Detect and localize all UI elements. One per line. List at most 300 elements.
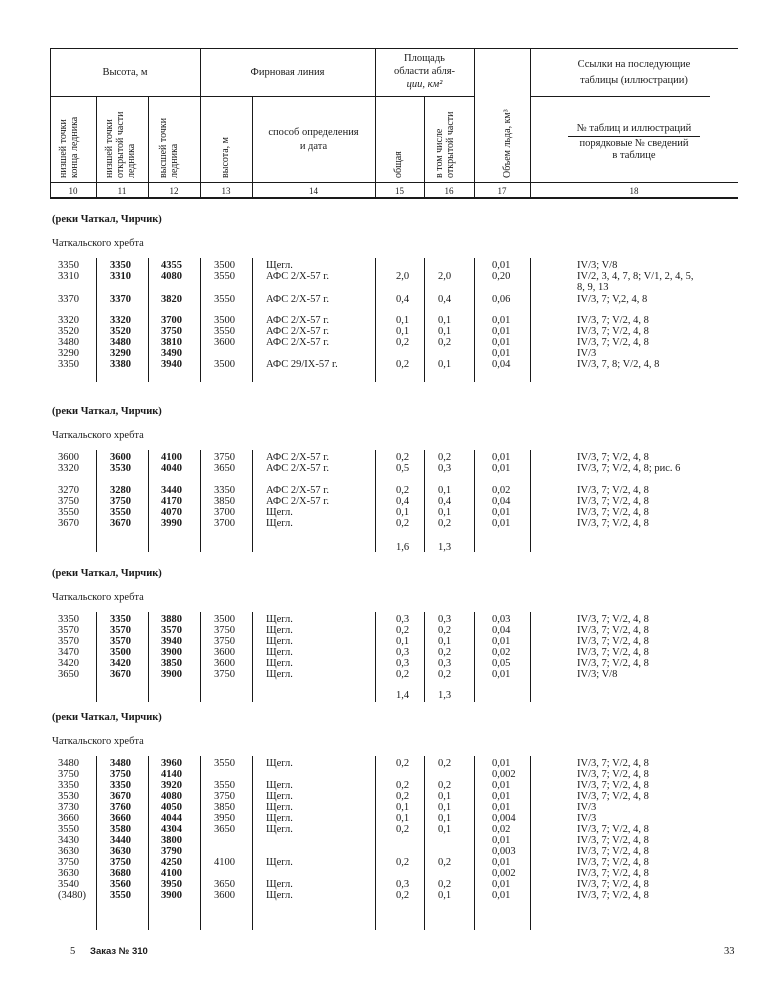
table-cell: IV/3, 7; V/2, 4, 8; рис. 6 <box>577 463 681 474</box>
section-subtitle: Чаткальского хребта <box>52 592 144 603</box>
table-cell: 0,2 <box>396 758 410 769</box>
table-cell: 0,1 <box>438 326 452 337</box>
table-row <box>50 857 740 868</box>
refs-group-label-1: Ссылки на последующие <box>577 59 691 70</box>
table-cell: 0,1 <box>438 636 452 647</box>
table-cell: 0,1 <box>396 636 410 647</box>
table-cell: IV/3, 7; V/2, 4, 8 <box>577 868 649 879</box>
col10-label: низшей точки конца ледника <box>58 116 80 178</box>
table-cell: IV/3, 7; V/2, 4, 8 <box>577 315 649 326</box>
page-number: 33 <box>724 946 735 957</box>
table-cell: 0,01 <box>492 758 511 769</box>
table-cell: АФС 2/X-57 г. <box>266 271 329 282</box>
header-top-rule <box>50 48 738 49</box>
table-cell: 3600 <box>214 890 235 901</box>
table-cell: 3900 <box>161 647 182 658</box>
table-row <box>50 294 740 305</box>
table-cell: 3700 <box>214 518 235 529</box>
refs-sub-label-3: в таблице <box>612 150 656 161</box>
table-header <box>50 48 738 198</box>
table-cell: 0,2 <box>396 791 410 802</box>
table-cell: 3370 <box>110 294 131 305</box>
table-cell: 0,1 <box>438 813 452 824</box>
col13-label: высота, м <box>220 136 231 178</box>
table-cell: IV/3, 7; V/2, 4, 8 <box>577 780 649 791</box>
col-number: 11 <box>117 186 127 196</box>
area-group-label-3: ции, км² <box>406 79 443 90</box>
table-cell: 4100 <box>214 857 235 868</box>
table-row <box>50 758 740 769</box>
table-cell: 3530 <box>58 791 79 802</box>
table-cell: АФС 2/X-57 г. <box>266 452 329 463</box>
table-cell: 3630 <box>110 846 131 857</box>
table-cell: 4304 <box>161 824 182 835</box>
col-number: 13 <box>221 186 231 196</box>
table-cell: 0,2 <box>438 452 452 463</box>
table-row <box>50 835 740 846</box>
table-cell: 3570 <box>161 625 182 636</box>
table-cell: 0,3 <box>438 614 452 625</box>
table-cell: 3940 <box>161 636 182 647</box>
table-cell: 3280 <box>110 485 131 496</box>
table-cell: IV/3, 7; V/2, 4, 8 <box>577 791 649 802</box>
table-cell: 0,2 <box>396 669 410 680</box>
header-rule-refs <box>530 96 710 97</box>
table-cell: 3630 <box>58 868 79 879</box>
table-cell: 3480 <box>110 758 131 769</box>
table-cell: 3570 <box>58 625 79 636</box>
table-cell: 0,01 <box>492 791 511 802</box>
table-cell: 3350 <box>58 780 79 791</box>
total-cell: 1,3 <box>438 542 452 553</box>
table-cell: 3290 <box>110 348 131 359</box>
table-cell: АФС 29/IX-57 г. <box>266 359 338 370</box>
table-row <box>50 791 740 802</box>
table-cell: 3550 <box>214 780 235 791</box>
table-cell: 3850 <box>214 802 235 813</box>
col-number: 18 <box>629 186 639 196</box>
table-row <box>50 647 740 658</box>
table-cell: 2,0 <box>396 271 410 282</box>
table-cell: 3750 <box>58 857 79 868</box>
table-cell: 0,2 <box>438 669 452 680</box>
table-cell: (3480) <box>58 890 86 901</box>
table-cell: 3700 <box>161 315 182 326</box>
table-cell: Щегл. <box>266 813 293 824</box>
table-cell: 4044 <box>161 813 182 824</box>
table-cell: 0,03 <box>492 614 511 625</box>
table-cell: Щегл. <box>266 857 293 868</box>
table-cell: 0,004 <box>492 813 516 824</box>
table-cell: 4050 <box>161 802 182 813</box>
table-cell: 3790 <box>161 846 182 857</box>
header-vline <box>96 96 97 198</box>
table-cell: 0,01 <box>492 835 511 846</box>
table-cell: 3800 <box>161 835 182 846</box>
table-cell: IV/3, 7; V/2, 4, 8 <box>577 625 649 636</box>
table-cell: 3440 <box>161 485 182 496</box>
header-rule-height <box>50 96 200 97</box>
table-cell: IV/3, 7; V/2, 4, 8 <box>577 824 649 835</box>
table-cell: 3940 <box>161 359 182 370</box>
table-cell: 0,02 <box>492 824 511 835</box>
table-cell: 3550 <box>214 758 235 769</box>
section-subtitle: Чаткальского хребта <box>52 430 144 441</box>
table-cell: IV/3, 7; V/2, 4, 8 <box>577 890 649 901</box>
table-cell: IV/3; V/8 <box>577 260 618 271</box>
table-row <box>50 485 740 496</box>
table-cell: 0,2 <box>396 780 410 791</box>
table-cell: 0,4 <box>396 496 410 507</box>
table-cell: 0,2 <box>438 647 452 658</box>
table-row <box>50 658 740 669</box>
table-cell: 3600 <box>214 647 235 658</box>
table-cell: 4140 <box>161 769 182 780</box>
table-row <box>50 463 740 474</box>
table-cell: 3600 <box>214 658 235 669</box>
table-cell: Щегл. <box>266 636 293 647</box>
table-row <box>50 824 740 835</box>
table-cell: 4100 <box>161 452 182 463</box>
table-cell: 3350 <box>58 260 79 271</box>
table-cell: IV/3, 7; V/2, 4, 8 <box>577 769 649 780</box>
table-cell: 0,01 <box>492 507 511 518</box>
table-cell: 0,2 <box>438 780 452 791</box>
table-row <box>50 813 740 824</box>
table-cell: 0,1 <box>396 813 410 824</box>
table-cell: 0,01 <box>492 260 511 271</box>
table-cell: 3550 <box>214 294 235 305</box>
col11-label: низшей точки открытой части ледника <box>104 111 137 178</box>
table-cell: 3420 <box>110 658 131 669</box>
table-cell: 0,2 <box>438 879 452 890</box>
table-cell: IV/3; V/8 <box>577 669 618 680</box>
table-cell: 3550 <box>110 890 131 901</box>
table-cell: 0,01 <box>492 348 511 359</box>
table-cell: 0,2 <box>438 337 452 348</box>
table-cell: 4080 <box>161 271 182 282</box>
table-cell: 3660 <box>58 813 79 824</box>
table-row <box>50 780 740 791</box>
table-row <box>50 769 740 780</box>
table-cell: 0,3 <box>396 658 410 669</box>
table-cell: 0,2 <box>396 452 410 463</box>
table-cell: АФС 2/X-57 г. <box>266 496 329 507</box>
area-group-label-1: Площадь <box>404 53 445 64</box>
table-cell: Щегл. <box>266 518 293 529</box>
table-cell: IV/3, 7; V/2, 4, 8 <box>577 879 649 890</box>
table-cell: 0,3 <box>396 879 410 890</box>
table-cell: 3270 <box>58 485 79 496</box>
table-cell: 3660 <box>110 813 131 824</box>
table-cell: Щегл. <box>266 507 293 518</box>
col-number: 15 <box>395 186 404 196</box>
table-cell: 3670 <box>110 791 131 802</box>
table-cell: Щегл. <box>266 879 293 890</box>
table-row <box>50 359 740 370</box>
table-cell: Щегл. <box>266 647 293 658</box>
table-cell: 3850 <box>214 496 235 507</box>
col-number: 12 <box>169 186 179 196</box>
table-cell: 3570 <box>110 636 131 647</box>
col-number: 14 <box>309 186 318 196</box>
table-cell: 3430 <box>58 835 79 846</box>
col-number: 16 <box>444 186 454 196</box>
table-cell: IV/3, 7; V/2, 4, 8 <box>577 758 649 769</box>
col12-label: высшей точки ледника <box>158 117 180 178</box>
table-cell: 3960 <box>161 758 182 769</box>
total-cell: 1,3 <box>438 690 452 701</box>
table-cell: IV/2, 3, 4, 7, 8; V/1, 2, 4, 5, <box>577 271 694 282</box>
table-row <box>50 260 740 271</box>
table-cell: 3500 <box>214 614 235 625</box>
table-cell: Щегл. <box>266 625 293 636</box>
table-cell: 3670 <box>110 669 131 680</box>
header-bottom-rule <box>50 197 738 199</box>
table-cell: 0,2 <box>396 485 410 496</box>
table-cell: 0,01 <box>492 636 511 647</box>
table-cell: 0,01 <box>492 452 511 463</box>
table-cell: 0,003 <box>492 846 516 857</box>
table-cell: IV/3, 7; V/2, 4, 8 <box>577 857 649 868</box>
table-cell: 3900 <box>161 890 182 901</box>
table-cell: 0,01 <box>492 802 511 813</box>
table-cell: 3750 <box>110 496 131 507</box>
table-cell: 3500 <box>214 359 235 370</box>
table-cell: IV/3, 7; V/2, 4, 8 <box>577 846 649 857</box>
table-cell: 3760 <box>110 802 131 813</box>
table-cell: 0,2 <box>396 625 410 636</box>
table-cell: 0,01 <box>492 669 511 680</box>
table-cell: АФС 2/X-57 г. <box>266 294 329 305</box>
table-cell: 3850 <box>161 658 182 669</box>
table-cell: 0,2 <box>396 857 410 868</box>
table-cell: 0,06 <box>492 294 511 305</box>
table-cell: 3350 <box>110 780 131 791</box>
table-cell: 3320 <box>58 463 79 474</box>
table-cell: 3550 <box>58 824 79 835</box>
section-title: (реки Чаткал, Чирчик) <box>52 406 162 417</box>
table-cell: 4355 <box>161 260 182 271</box>
table-cell: 0,01 <box>492 857 511 868</box>
table-cell: 3810 <box>161 337 182 348</box>
table-cell: 0,02 <box>492 485 511 496</box>
table-cell: 0,2 <box>438 518 452 529</box>
table-row <box>50 348 740 359</box>
table-cell: 0,01 <box>492 337 511 348</box>
table-row <box>50 879 740 890</box>
table-cell: 3750 <box>110 857 131 868</box>
table-cell: Щегл. <box>266 758 293 769</box>
table-cell: 3580 <box>110 824 131 835</box>
table-cell: 0,3 <box>396 647 410 658</box>
table-cell: 4170 <box>161 496 182 507</box>
table-cell: 3310 <box>110 271 131 282</box>
table-cell: 0,3 <box>438 463 452 474</box>
table-cell: 0,01 <box>492 780 511 791</box>
refs-sub-label-1: № таблиц и иллюстраций <box>576 123 692 134</box>
table-cell: АФС 2/X-57 г. <box>266 315 329 326</box>
table-cell: IV/3 <box>577 348 597 359</box>
table-cell: 0,2 <box>438 857 452 868</box>
table-cell: 3750 <box>214 636 235 647</box>
table-cell: 3420 <box>58 658 79 669</box>
table-cell: 0,1 <box>438 315 452 326</box>
table-cell: 0,2 <box>396 824 410 835</box>
table-cell: 8, 9, 13 <box>577 282 609 293</box>
table-cell: 3630 <box>58 846 79 857</box>
total-cell: 1,4 <box>396 690 410 701</box>
header-rule-firn <box>200 96 375 97</box>
table-cell: 3680 <box>110 868 131 879</box>
table-row <box>50 636 740 647</box>
table-cell: Щегл. <box>266 614 293 625</box>
table-cell: 3320 <box>58 315 79 326</box>
table-cell: 0,1 <box>438 507 452 518</box>
table-cell: 4080 <box>161 791 182 802</box>
table-cell: 3500 <box>214 315 235 326</box>
table-cell: 3650 <box>214 879 235 890</box>
table-row <box>50 890 740 901</box>
table-cell: 3350 <box>214 485 235 496</box>
table-cell: Щегл. <box>266 260 293 271</box>
section-subtitle: Чаткальского хребта <box>52 238 144 249</box>
table-cell: 0,4 <box>396 294 410 305</box>
table-cell: 0,02 <box>492 647 511 658</box>
table-cell: 3310 <box>58 271 79 282</box>
section-title: (реки Чаткал, Чирчик) <box>52 568 162 579</box>
section-title: (реки Чаткал, Чирчик) <box>52 712 162 723</box>
table-row <box>50 669 740 680</box>
table-cell: 2,0 <box>438 271 452 282</box>
table-cell: 0,2 <box>438 625 452 636</box>
table-cell: 3490 <box>161 348 182 359</box>
table-cell: 0,1 <box>396 802 410 813</box>
table-cell: 0,3 <box>438 658 452 669</box>
table-cell: 0,2 <box>396 890 410 901</box>
table-cell: 3750 <box>214 791 235 802</box>
table-cell: 0,4 <box>438 294 452 305</box>
table-cell: 3950 <box>214 813 235 824</box>
table-cell: 3350 <box>110 614 131 625</box>
table-cell: 4070 <box>161 507 182 518</box>
table-cell: 0,01 <box>492 879 511 890</box>
table-cell: 3320 <box>110 315 131 326</box>
table-cell: Щегл. <box>266 890 293 901</box>
table-cell: 3600 <box>58 452 79 463</box>
table-cell: 0,20 <box>492 271 511 282</box>
table-cell: АФС 2/X-57 г. <box>266 326 329 337</box>
table-cell: 4100 <box>161 868 182 879</box>
table-cell: 3750 <box>214 669 235 680</box>
table-cell: 3600 <box>214 337 235 348</box>
table-cell: 0,04 <box>492 496 511 507</box>
table-row <box>50 496 740 507</box>
table-cell: 3540 <box>58 879 79 890</box>
table-row <box>50 337 740 348</box>
table-cell: IV/3, 7; V/2, 4, 8 <box>577 835 649 846</box>
table-cell: 3900 <box>161 669 182 680</box>
table-cell: 3750 <box>58 769 79 780</box>
table-cell: 3370 <box>58 294 79 305</box>
table-cell: 3480 <box>58 758 79 769</box>
table-cell: 0,1 <box>438 359 452 370</box>
table-cell: IV/3, 7; V/2, 4, 8 <box>577 636 649 647</box>
table-cell: 0,2 <box>396 518 410 529</box>
total-cell: 1,6 <box>396 542 410 553</box>
table-row <box>50 868 740 879</box>
table-cell: 3570 <box>110 625 131 636</box>
order-number: Заказ № 310 <box>90 946 148 957</box>
table-cell: 0,1 <box>438 485 452 496</box>
table-cell: IV/3, 7; V/2, 4, 8 <box>577 518 649 529</box>
table-cell: 3730 <box>58 802 79 813</box>
refs-sub-label-2: порядковые № сведений <box>579 138 689 149</box>
table-cell: IV/3, 7; V/2, 4, 8 <box>577 507 649 518</box>
table-cell: 0,002 <box>492 868 516 879</box>
table-cell: IV/3, 7; V/2, 4, 8 <box>577 658 649 669</box>
table-cell: IV/3 <box>577 813 597 824</box>
col14-label-2: и дата <box>299 141 328 152</box>
table-cell: 3750 <box>58 496 79 507</box>
table-row <box>50 625 740 636</box>
table-cell: 3560 <box>110 879 131 890</box>
table-cell: 0,01 <box>492 463 511 474</box>
table-cell: 3520 <box>110 326 131 337</box>
table-cell: 0,1 <box>396 315 410 326</box>
table-cell: 3550 <box>58 507 79 518</box>
table-cell: IV/3, 7; V/2, 4, 8 <box>577 337 649 348</box>
table-cell: 0,1 <box>438 824 452 835</box>
col-number: 10 <box>68 186 78 196</box>
table-cell: 3880 <box>161 614 182 625</box>
table-cell: IV/3, 7; V/2, 4, 8 <box>577 496 649 507</box>
table-cell: АФС 2/X-57 г. <box>266 485 329 496</box>
table-cell: 3570 <box>58 636 79 647</box>
table-row <box>50 315 740 326</box>
col-number: 17 <box>497 186 507 196</box>
table-cell: 3350 <box>58 614 79 625</box>
table-cell: Щегл. <box>266 824 293 835</box>
table-row <box>50 326 740 337</box>
table-cell: 3500 <box>110 647 131 658</box>
table-cell: 3650 <box>58 669 79 680</box>
table-cell: IV/3, 7; V/2, 4, 8 <box>577 485 649 496</box>
table-cell: 3530 <box>110 463 131 474</box>
table-cell: 3750 <box>214 625 235 636</box>
area-group-label-2: области абля- <box>393 66 456 77</box>
table-cell: Щегл. <box>266 780 293 791</box>
table-cell: 3670 <box>110 518 131 529</box>
table-cell: Щегл. <box>266 669 293 680</box>
table-row <box>50 271 740 282</box>
volume-label: Объем льда, км³ <box>502 109 513 178</box>
header-vline <box>424 96 425 198</box>
table-cell: IV/3, 7; V/2, 4, 8 <box>577 614 649 625</box>
header-vline <box>148 96 149 198</box>
table-cell: IV/3, 7; V,2, 4, 8 <box>577 294 648 305</box>
table-cell: IV/3, 7; V/2, 4, 8 <box>577 647 649 658</box>
table-cell: 0,01 <box>492 890 511 901</box>
table-cell: 3480 <box>58 337 79 348</box>
table-cell: 3600 <box>110 452 131 463</box>
col16-label: в том числе открытой части <box>434 111 456 178</box>
section-title: (реки Чаткал, Чирчик) <box>52 214 162 225</box>
table-cell: 0,3 <box>396 614 410 625</box>
table-cell: 3470 <box>58 647 79 658</box>
firn-group-label: Фирновая линия <box>250 67 325 78</box>
table-cell: 3950 <box>161 879 182 890</box>
